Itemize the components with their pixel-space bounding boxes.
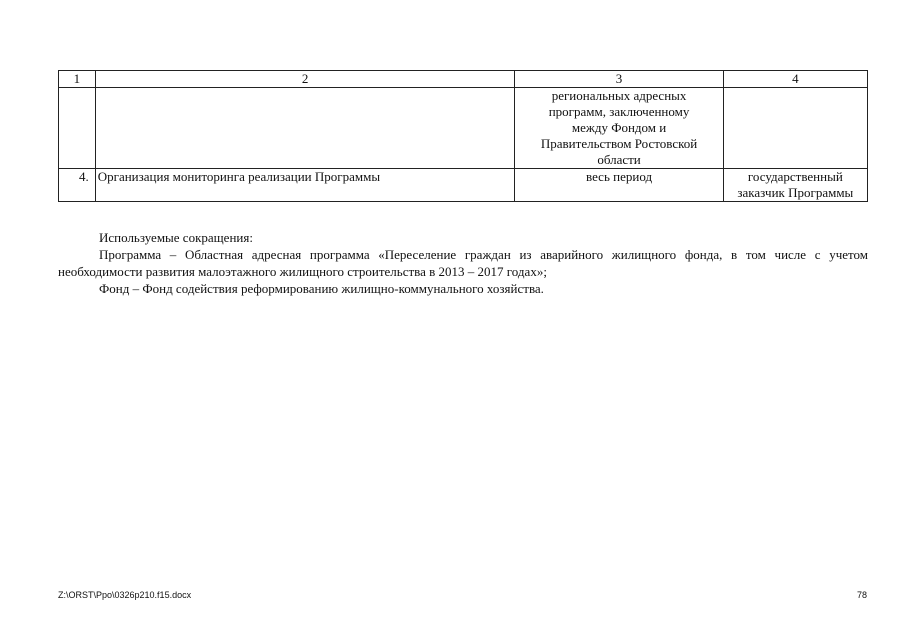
text-line: области [597,152,641,167]
abbreviation-fund: Фонд – Фонд содействия реформированию жилищно-коммунального хозяйства. [99,281,544,296]
text-line: региональных адресных [551,88,687,103]
header-cell-2: 2 [95,71,515,88]
text-line: Правительством Ростовской [540,136,698,151]
header-cell-1: 1 [59,71,96,88]
cell-empty [723,88,867,169]
abbreviation-program: Программа – Областная адресная программа «Переселение граждан из аварийного жилищного фонда, в том числе с учетом необходимости развития малоэтажного жилищного строительства в 2013 – 2017 годах»; [58,247,868,279]
cell-empty [95,88,515,169]
cell-empty [59,88,96,169]
header-cell-4: 4 [723,71,867,88]
page-number: 78 [856,590,867,600]
abbreviations-heading: Используемые сокращения: [99,230,253,245]
table-header-row [59,71,868,88]
measure-period: весь период [515,169,723,202]
table-row-continuation [59,88,868,169]
measure-responsible [723,169,867,202]
measure-name: Организация мониторинга реализации Программы [95,169,515,202]
measures-table [58,70,868,202]
footer-file-path: Z:\ORST\Ppo\0326p210.f15.docx [58,590,192,600]
row-number: 4. [59,169,96,202]
text-line: между Фондом и [571,120,667,135]
text-line: заказчик Программы [737,185,854,200]
table-row-4 [59,169,868,202]
text-line: программ, заключенному [548,104,690,119]
text-line: государственный [747,169,843,184]
abbreviations-section [58,229,868,297]
cell-agreement-text [515,88,723,169]
header-cell-3: 3 [515,71,723,88]
